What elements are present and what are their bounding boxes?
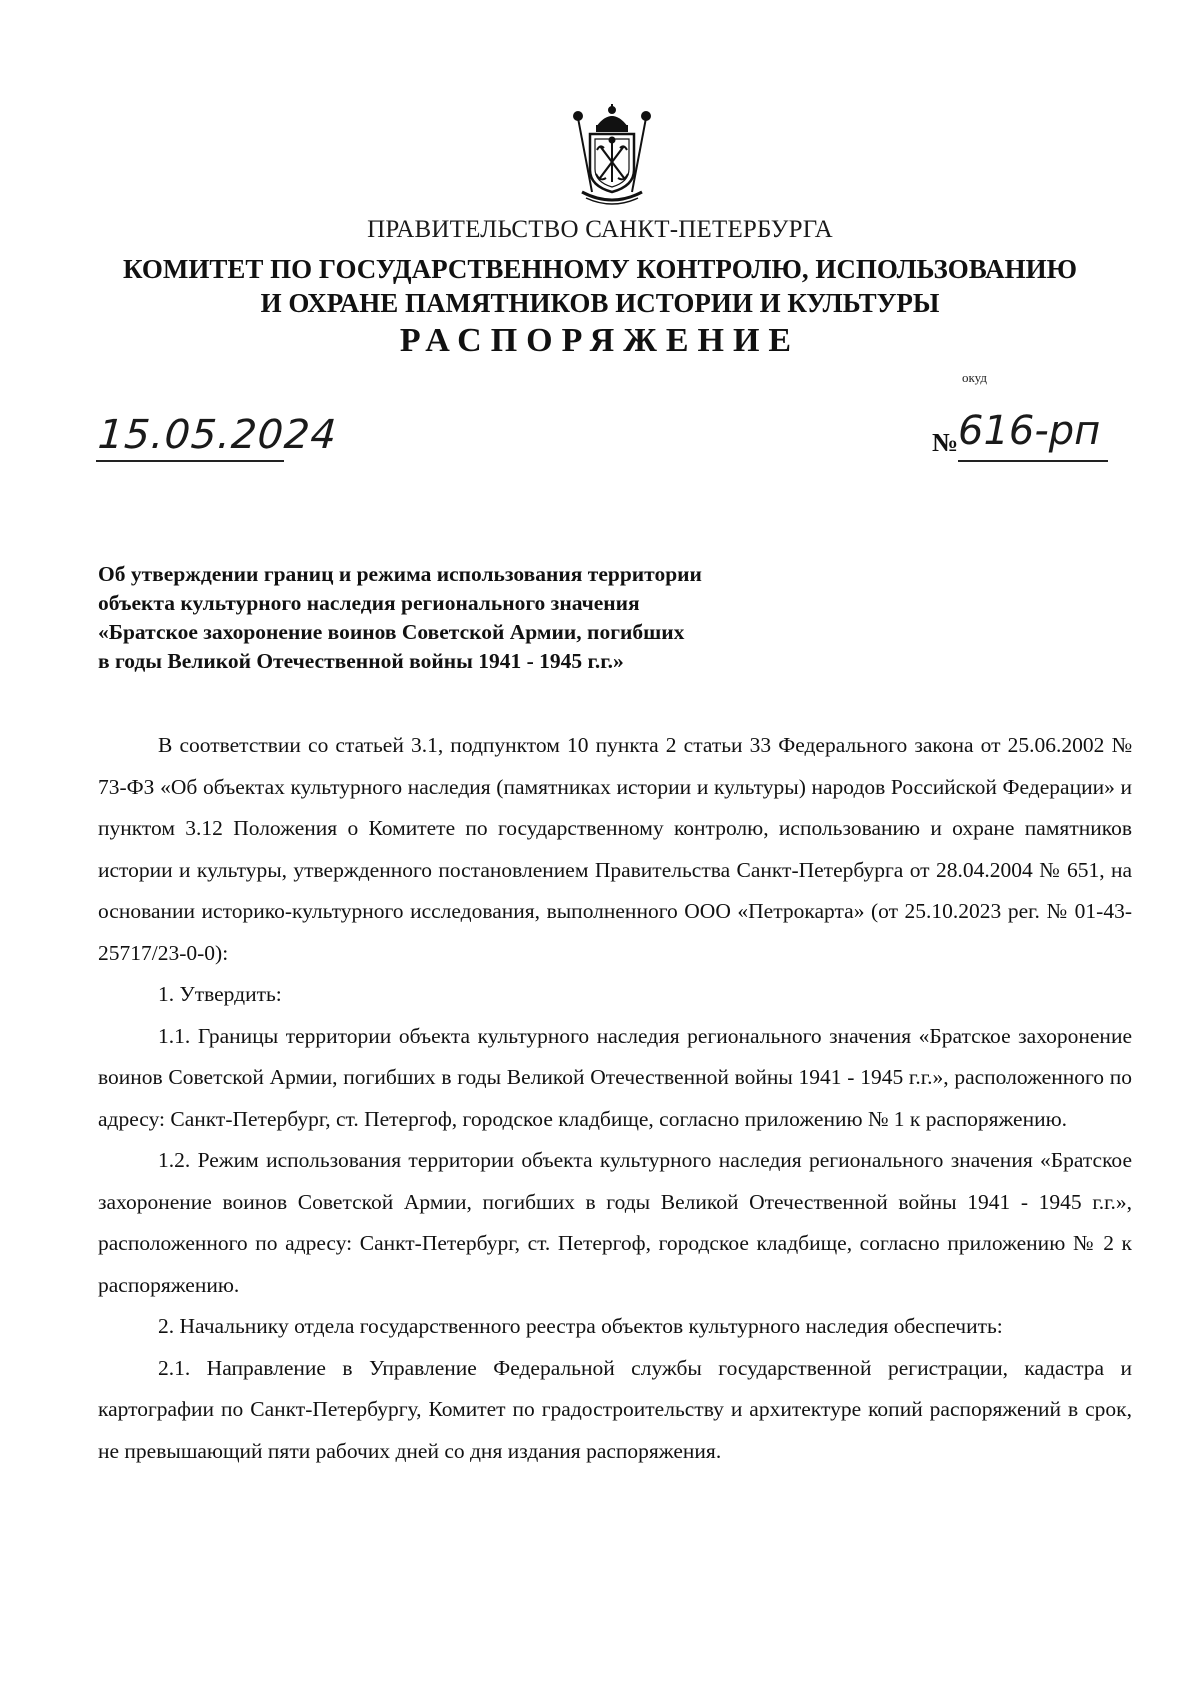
subject-line-1: Об утверждении границ и режима использования территории	[98, 562, 702, 586]
okud-label: окуд	[962, 370, 987, 385]
document-date: 15.05.2024	[96, 412, 339, 458]
document-body	[98, 725, 1132, 1472]
number-underline	[958, 460, 1108, 462]
body-paragraph-2-1: 2.1. Направление в Управление Федеральной службы государственной регистрации, кадастра и картографии по Санкт-Петербургу, Комитет по градостроительству и архитектуре копий распоряжений в срок, не превышающий пяти рабочих дней со дня издания распоряжения.	[98, 1355, 1132, 1463]
body-paragraph-1-1: 1.1. Границы территории объекта культурного наследия регионального значения «Братское захоронение воинов Советской Армии, погибших в годы Великой Отечественной войны 1941 - 1945 г.г.», расположенного по адресу: Санкт-Петербург, ст. Петергоф, городское кладбище, согласно приложению № 1 к распоряжению.	[98, 1023, 1132, 1131]
committee-name	[0, 252, 1200, 320]
date-underline	[96, 460, 284, 462]
subject-line-3: «Братское захоронение воинов Советской Армии, погибших	[98, 620, 685, 644]
government-name: ПРАВИТЕЛЬСТВО САНКТ-ПЕТЕРБУРГА	[367, 216, 833, 243]
document-subject	[98, 560, 858, 676]
body-paragraph-2: 2. Начальнику отдела государственного реестра объектов культурного наследия обеспечить:	[158, 1314, 1003, 1338]
committee-name-line-1: КОМИТЕТ ПО ГОСУДАРСТВЕННОМУ КОНТРОЛЮ, ИСПОЛЬЗОВАНИЮ	[123, 254, 1077, 284]
subject-line-2: объекта культурного наследия регионального значения	[98, 591, 640, 615]
body-paragraph-1: 1. Утвердить:	[158, 982, 282, 1006]
document-type-title: РАСПОРЯЖЕНИЕ	[399, 322, 801, 359]
saint-petersburg-coat-of-arms-icon	[568, 104, 656, 206]
body-paragraph-preamble: В соответствии со статьей 3.1, подпунктом 10 пункта 2 статьи 33 Федерального закона от 25.06.2002 № 73-ФЗ «Об объектах культурного наследия (памятниках истории и культуры) народов Российской Федерации» и пунктом 3.12 Положения о Комитете по государственному контролю, использованию и охране памятников истории и культуры, утвержденного постановлением Правительства Санкт-Петербурга от 28.04.2004 № 651, на основании историко-культурного исследования, выполненного ООО «Петрокарта» (от 25.10.2023 рег. № 01-43-25717/23-0-0):	[98, 733, 1132, 965]
number-sign: №	[932, 428, 959, 457]
committee-name-line-2: И ОХРАНЕ ПАМЯТНИКОВ ИСТОРИИ И КУЛЬТУРЫ	[260, 288, 940, 318]
document-number: 616-рп	[958, 408, 1101, 454]
body-paragraph-1-2: 1.2. Режим использования территории объекта культурного наследия регионального значения «Братское захоронение воинов Советской Армии, погибших в годы Великой Отечественной войны 1941 - 1945 г.г.», расположенного по адресу: Санкт-Петербург, ст. Петергоф, городское кладбище, согласно приложению № 2 к распоряжению.	[98, 1148, 1132, 1297]
subject-line-4: в годы Великой Отечественной войны 1941 - 1945 г.г.»	[98, 649, 624, 673]
